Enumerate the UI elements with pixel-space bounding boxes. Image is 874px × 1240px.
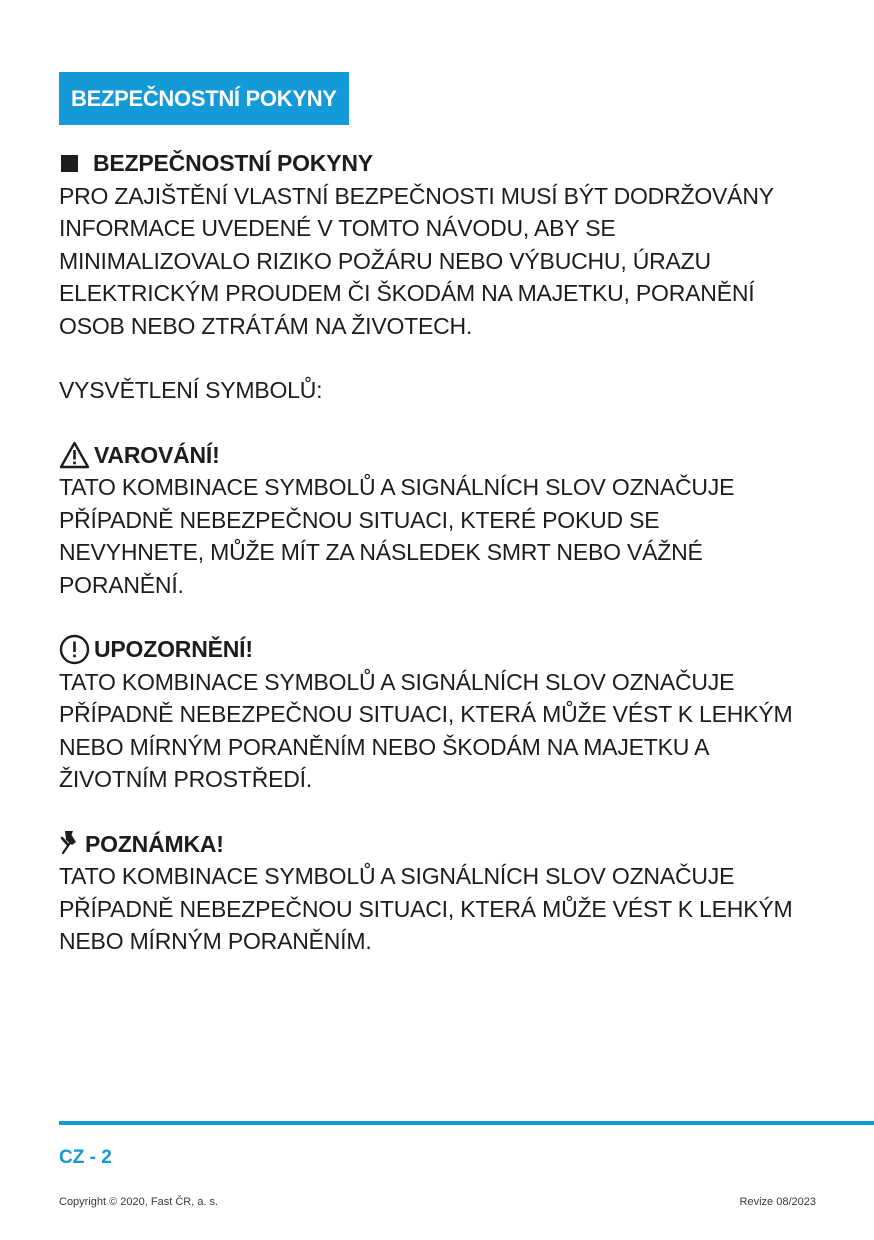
warning-title: VAROVÁNÍ! <box>94 441 220 468</box>
warning-line: TATO KOMBINACE SYMBOLŮ A SIGNÁLNÍCH SLOV OZNAČUJE <box>59 474 735 500</box>
note-line: NEBO MÍRNÝM PORANĚNÍM. <box>59 928 372 954</box>
caution-title: UPOZORNĚNÍ! <box>94 636 253 662</box>
content <box>59 147 849 958</box>
caution-line: NEBO MÍRNÝM PORANĚNÍM NEBO ŠKODÁM NA MAJETKU A <box>59 733 710 760</box>
footer-divider <box>59 1121 874 1125</box>
safety-line: OSOB NEBO ZTRÁTÁM NA ŽIVOTECH. <box>59 312 473 339</box>
pushpin-icon <box>59 829 81 859</box>
safety-line: INFORMACE UVEDENÉ V TOMTO NÁVODU, ABY SE <box>59 215 616 241</box>
caution-line: ŽIVOTNÍM PROSTŘEDÍ. <box>59 766 313 792</box>
caution-heading <box>59 633 849 666</box>
safety-heading <box>59 147 849 180</box>
page-number: CZ - 2 <box>59 1147 112 1168</box>
square-bullet-icon <box>61 155 78 172</box>
symbols-label: VYSVĚTLENÍ SYMBOLŮ: <box>59 377 323 403</box>
safety-line: ELEKTRICKÝM PROUDEM ČI ŠKODÁM NA MAJETKU, PORANĚNÍ <box>59 280 755 306</box>
caution-line: PŘÍPADNĚ NEBEZPEČNOU SITUACI, KTERÁ MŮŽE VÉST K LEHKÝM <box>59 701 793 727</box>
safety-line: MINIMALIZOVALO RIZIKO POŽÁRU NEBO VÝBUCHU, ÚRAZU <box>59 247 711 274</box>
exclamation-circle-icon <box>59 634 90 665</box>
note-line: TATO KOMBINACE SYMBOLŮ A SIGNÁLNÍCH SLOV OZNAČUJE <box>59 863 735 889</box>
warning-line: NEVYHNETE, MŮŽE MÍT ZA NÁSLEDEK SMRT NEBO VÁŽNÉ <box>59 539 703 565</box>
warning-triangle-icon <box>59 441 90 469</box>
section-header-badge: BEZPEČNOSTNÍ POKYNY <box>59 72 349 125</box>
revision-text: Revize 08/2023 <box>739 1196 816 1208</box>
note-line: PŘÍPADNĚ NEBEZPEČNOU SITUACI, KTERÁ MŮŽE VÉST K LEHKÝM <box>59 895 793 922</box>
caution-line: TATO KOMBINACE SYMBOLŮ A SIGNÁLNÍCH SLOV OZNAČUJE <box>59 668 735 695</box>
note-title: POZNÁMKA! <box>85 830 224 857</box>
note-heading <box>59 828 849 861</box>
warning-heading <box>59 439 849 472</box>
warning-line: PŘÍPADNĚ NEBEZPEČNOU SITUACI, KTERÉ POKUD SE <box>59 506 660 533</box>
safety-line: PRO ZAJIŠTĚNÍ VLASTNÍ BEZPEČNOSTI MUSÍ BÝT DODRŽOVÁNY <box>59 182 774 209</box>
copyright-text: Copyright © 2020, Fast ČR, a. s. <box>59 1196 219 1208</box>
safety-title: BEZPEČNOSTNÍ POKYNY <box>93 150 373 176</box>
warning-line: PORANĚNÍ. <box>59 571 184 598</box>
